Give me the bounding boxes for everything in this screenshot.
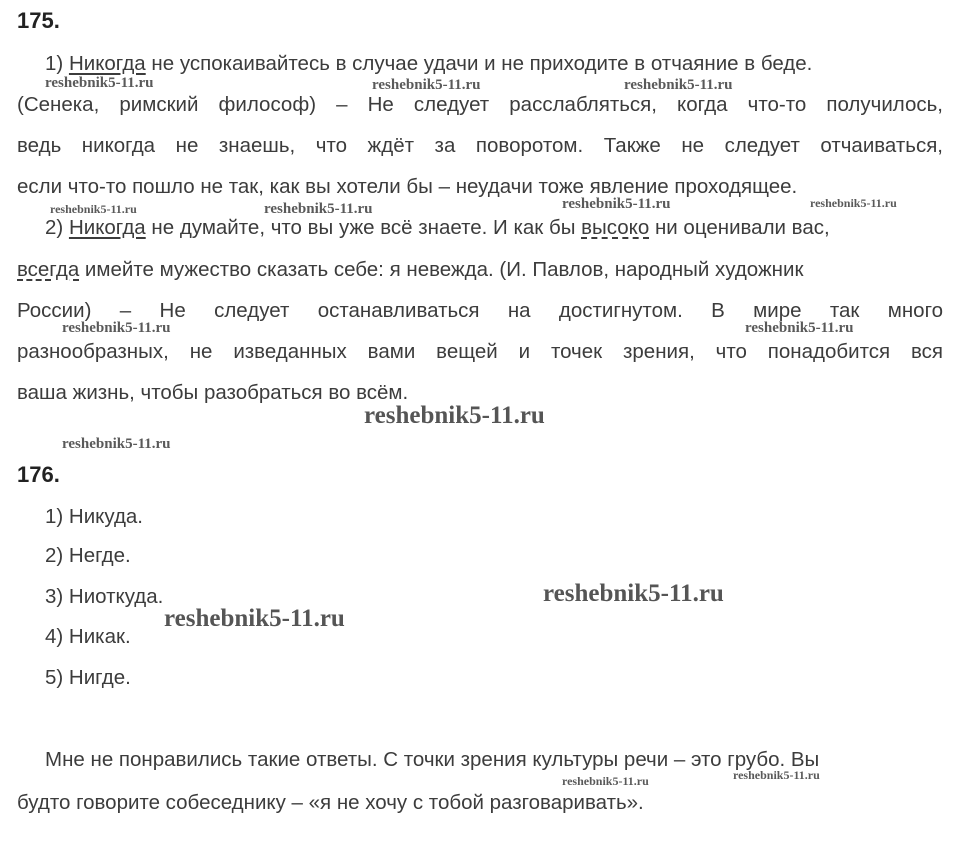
watermark: reshebnik5-11.ru [733, 768, 820, 782]
task-176-comment-line-1: Мне не понравились такие ответы. С точки зрения культуры речи – это грубо. Вы [45, 748, 820, 771]
watermark: reshebnik5-11.ru [264, 201, 373, 217]
dashed-underlined-word: высоко [581, 216, 650, 239]
task-175-p2-line-5: ваша жизнь, чтобы разобраться во всём. [17, 381, 409, 404]
watermark: reshebnik5-11.ru [543, 580, 724, 607]
watermark: reshebnik5-11.ru [364, 402, 545, 429]
task-176-number: 176. [17, 462, 60, 487]
task-176-item-3: 3) Ниоткуда. [45, 585, 164, 608]
watermark: reshebnik5-11.ru [62, 320, 171, 336]
task-176-item-2: 2) Негде. [45, 544, 131, 567]
watermark: reshebnik5-11.ru [562, 774, 649, 788]
task-176-item-4: 4) Никак. [45, 625, 131, 648]
task-175-p1-line-3: ведь никогда не знаешь, что ждёт за поворотом. Также не следует отчаиваться, [17, 134, 943, 157]
dashed-underlined-word: всегда [17, 258, 80, 281]
task-175-p2-line-4: разнообразных, не изведанных вами вещей и точек зрения, что понадобится вся [17, 340, 943, 363]
watermark: reshebnik5-11.ru [810, 196, 897, 210]
task-175-number: 175. [17, 8, 60, 33]
watermark: reshebnik5-11.ru [745, 320, 854, 336]
underlined-word: Никогда [68, 216, 146, 239]
task-175-p2-line-2: всегда имейте мужество сказать себе: я невежда. (И. Павлов, народный художник [17, 258, 804, 281]
task-176-item-5: 5) Нигде. [45, 666, 131, 689]
task-175-p1-line-2: (Сенека, римский философ) – Не следует расслабляться, когда что-то получилось, [17, 93, 943, 116]
task-175-p1-line-1: 1) Никогда не успокаивайтесь в случае удачи и не приходите в отчаяние в беде. [45, 52, 813, 75]
watermark: reshebnik5-11.ru [624, 77, 733, 93]
watermark: reshebnik5-11.ru [164, 605, 345, 632]
underlined-word: Никогда [68, 52, 146, 75]
task-175-p2-line-1: 2) Никогда не думайте, что вы уже всё знаете. И как бы высоко ни оценивали вас, [45, 216, 830, 239]
watermark: reshebnik5-11.ru [372, 77, 481, 93]
task-176-comment-line-2: будто говорите собеседнику – «я не хочу с тобой разговаривать». [17, 791, 644, 814]
watermark: reshebnik5-11.ru [50, 202, 137, 216]
watermark: reshebnik5-11.ru [62, 436, 171, 452]
task-175-p1-line-4: если что-то пошло не так, как вы хотели бы – неудачи тоже явление проходящее. [17, 175, 798, 198]
watermark: reshebnik5-11.ru [45, 75, 154, 91]
task-176-item-1: 1) Никуда. [45, 505, 144, 528]
watermark: reshebnik5-11.ru [562, 196, 671, 212]
task-175-p2-line-3: России) – Не следует останавливаться на достигнутом. В мире так много [17, 299, 943, 322]
